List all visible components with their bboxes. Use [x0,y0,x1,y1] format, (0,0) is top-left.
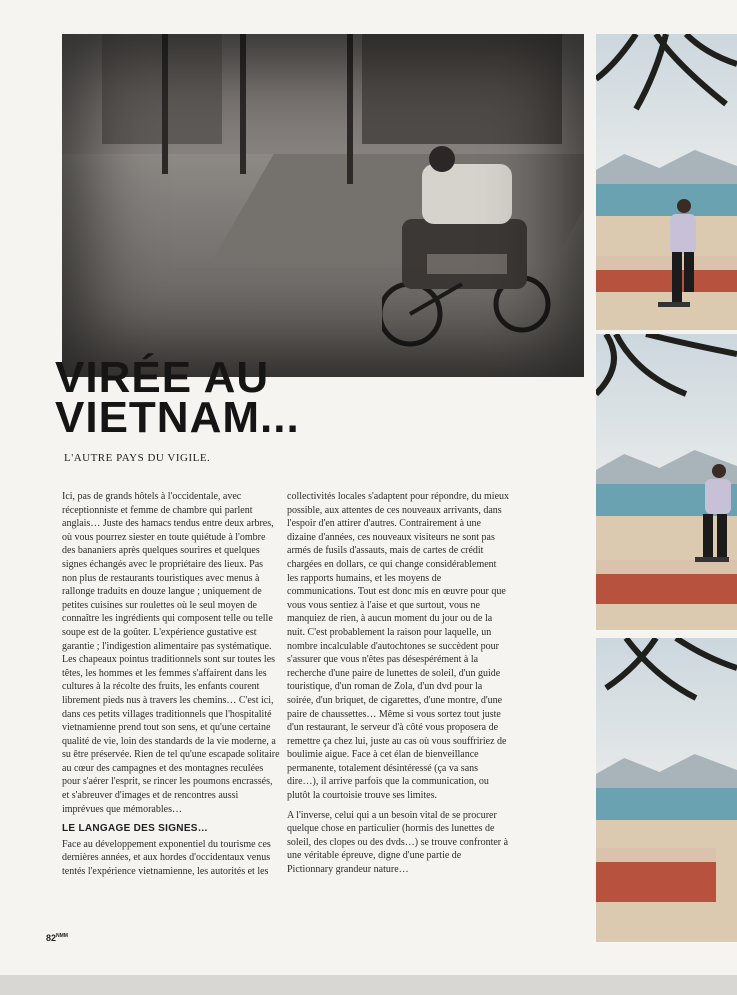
paragraph: Ici, pas de grands hôtels à l'occidentale, avec réceptionniste et femme de chambre qui parlent anglais… Juste des hamacs tendus entre deux arbres, où vous pourrez siester en toute quiétude à l'ombre des bananiers après quelques sourires et quelques signes échangés avec le propriétaire des lieux. Pas non plus de restaurants touristiques avec menus à rallonge traduits en douze langue ; uniquement de petites cuisines sur roulettes où le seul moyen de connaître les ingrédients qui composent telle ou telle soupe est de la goûter. L'expérience gustative est garantie ; l'indigestion alimentaire pas systématique. Les chapeaux pointus traditionnels sont sur toutes les têtes, les hommes et les femmes s'affairent dans les cultures à la récolte des fruits, les enfants courent librement pieds nus à travers les chemins… C'est ici, dans ces petits villages traditionnels que l'hospitalité vietnamienne prend tout son sens, et qu'une certaine qualité de vie, loin des standards de la vie moderne, a su être préservée. Rien de tel qu'une escapade solitaire au cœur des campagnes et des montagnes reculées pour s'aérer l'esprit, se rincer les poumons encrassés, et s'abreuver d'images et de rencontres aussi imprévues que mémorables… [62,491,280,815]
headline-line-2: VIETNAM... [55,393,300,442]
skate-frame-1 [596,34,737,330]
headline-line-1: VIRÉE AU [55,353,270,402]
skater [646,194,706,314]
paragraph: Face au développement exponentiel du tourisme ces dernières années, et aux hordes d'occidentaux venus tentés l'expérience vietnamienne, les autorités et les [62,838,271,878]
page-number-value: 82 [46,933,57,943]
text-column-1 [62,490,280,885]
paragraph: collectivités locales s'adaptent pour répondre, du mieux possible, aux attentes de ces nouveaux arrivants, dans l'espoir d'en attirer d'autres. Contrairement à une dizaine d'années, ces nouveaux visiteurs ne sont pas armés de fusils d'assauts, mais de cartes de crédit chargées en dollars, ce qui change considérablement les rapports humains, et les moyens de communications. Tout est donc mis en œuvre pour que vous vous sentiez à l'aise et que surtout, vous ne manquiez de rien, à aucun moment du jour ou de la nuit. C'est probablement la raison pour laquelle, un nombre incalculable d'autochtones se succèdent pour s'assurer que vous n'êtes pas désespérément à la recherche d'une paire de lunettes de soleil, d'un guide touristique, d'un roman de Zola, d'un dvd pour la soirée, d'un briquet, de cigarettes, d'une montre, d'une paire de chaussettes… Même si vous sortez tout juste d'un restaurant, le serveur d'à côté vous proposera de remettre ça chez lui, juste au cas où vous souffririez de boulimie aigue. Face à cet élan de bienveillance permanente, totalement désintéressé (ça va sans dire…), il arrive parfois que la communication, ou plutôt la courtoisie trouve ses limites. [287,491,510,802]
scan-edge [0,975,737,995]
section-subhead: LE LANGAGE DES SIGNES… [62,823,209,835]
skate-photo-sequence [596,34,737,942]
page-number-suffix: NMM [56,933,68,939]
palm-leaves [596,34,737,114]
text-column-2 [287,490,509,883]
cyclo-photo [62,34,584,377]
skate-frame-3 [596,638,737,942]
paragraph: A l'inverse, celui qui a un besoin vital de se procurer quelque chose en particulier (hormis des lunettes de soleil, des clopes ou des dvds…) se trouve confronter à une véritable épreuve, digne d'une partie de Pictionnary grandeur nature… [287,809,509,876]
article-subtitle: L'AUTRE PAYS DU VIGILE. [64,452,211,464]
photo-vignette [62,34,584,377]
skater [681,459,737,579]
page-number [46,933,68,943]
article-headline [55,355,385,455]
skate-frame-2 [596,334,737,630]
